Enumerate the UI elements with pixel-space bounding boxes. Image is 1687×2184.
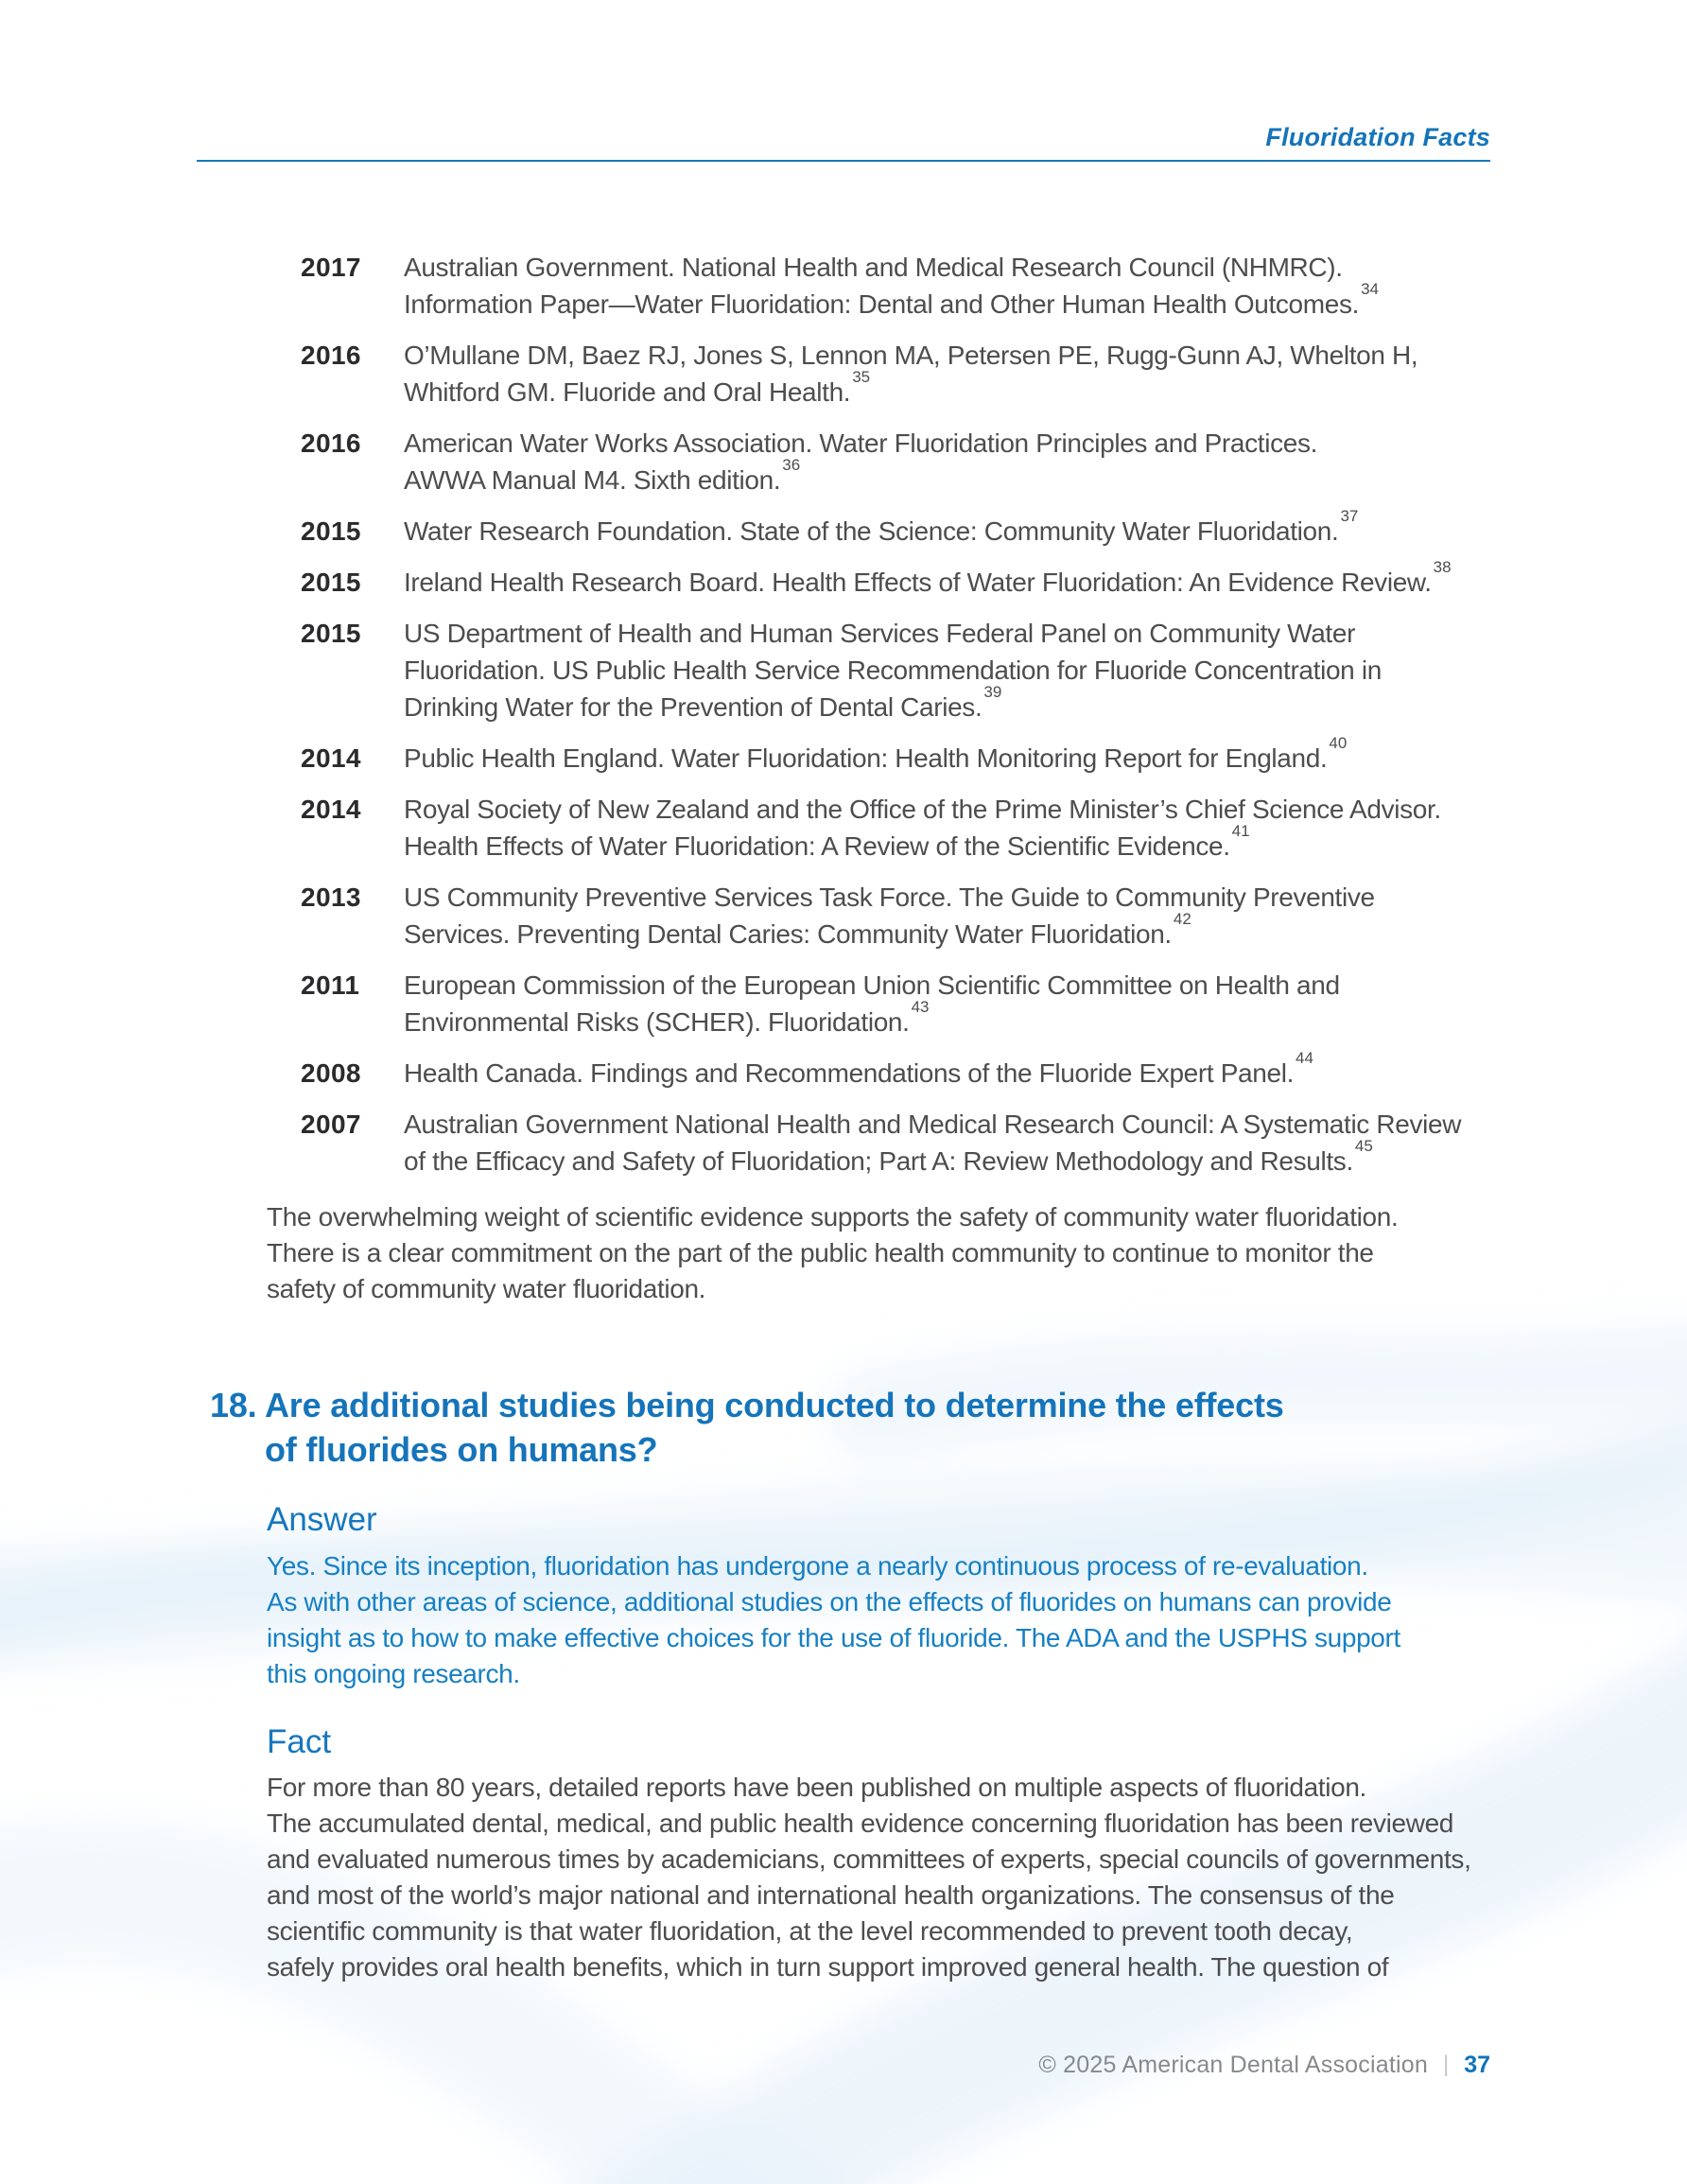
reference-year: 2015 [301,568,361,597]
reference-superscript: 42 [1173,909,1191,928]
fact-paragraph [267,1770,1490,1985]
reference-superscript: 45 [1354,1136,1373,1155]
reference-line: Drinking Water for the Prevention of Dental Caries.$^{39}$ [404,682,1002,722]
reference-line: Australian Government National Health and Medical Research Council: A Systematic Review [404,1109,1462,1139]
reference-entry [301,557,1490,601]
question-line: Are additional studies being conducted to determine the effects [265,1386,1284,1424]
reference-line: Water Research Foundation. State of the Science: Community Water Fluoridation.$^{37}$ [404,506,1359,546]
reference-text [404,791,1441,865]
reference-year: 2008 [301,1058,361,1088]
reference-line: European Commission of the European Union Scientific Committee on Health and [404,970,1340,1000]
reference-line: Whitford GM. Fluoride and Oral Health.$^{35}$ [404,367,871,407]
reference-superscript: 41 [1231,821,1250,840]
reference-text [404,733,1348,777]
reference-text [404,249,1379,323]
reference-line: US Department of Health and Human Services Federal Panel on Community Water [404,619,1356,648]
reference-year: 2015 [301,516,361,546]
header-rule [197,160,1490,162]
reference-entry [301,879,1490,952]
reference-year: 2017 [301,253,361,282]
reference-line: Public Health England. Water Fluoridation: Health Monitoring Report for England.$^{40}$ [404,733,1348,773]
question-heading [197,1383,1490,1472]
reference-entry [301,249,1490,323]
reference-text [404,1048,1313,1092]
reference-line: Health Effects of Water Fluoridation: A Review of the Scientific Evidence.$^{41}$ [404,821,1250,861]
paragraph-line: and evaluated numerous times by academicians, committees of experts, special councils of governments, [267,1844,1471,1874]
reference-line: Environmental Risks (SCHER). Fluoridation.$^{43}$ [404,997,930,1037]
reference-text [404,425,1317,498]
reference-superscript: 44 [1296,1048,1313,1067]
paragraph-line: insight as to how to make effective choices for the use of fluoride. The ADA and the USPHS support [267,1623,1400,1652]
reference-year: 2007 [301,1109,361,1139]
reference-year: 2015 [301,619,361,648]
paragraph-line: scientific community is that water fluoridation, at the level recommended to prevent tooth decay, [267,1916,1353,1946]
reference-year: 2011 [301,970,360,1000]
reference-entry [301,1048,1490,1092]
reference-line: Fluoridation. US Public Health Service Recommendation for Fluoride Concentration in [404,655,1382,685]
reference-text [404,615,1382,725]
reference-year: 2014 [301,743,361,773]
paragraph-line: There is a clear commitment on the part of the public health community to continue to monitor the [267,1238,1374,1267]
reference-text [404,506,1359,550]
reference-superscript: 37 [1340,506,1359,525]
question-line: of fluorides on humans? [265,1430,658,1469]
reference-text [404,1106,1461,1179]
reference-year: 2016 [301,428,361,458]
closing-paragraph [267,1199,1490,1307]
page-footer [1038,2045,1490,2085]
reference-line: AWWA Manual M4. Sixth edition.$^{36}$ [404,455,801,495]
reference-superscript: 38 [1433,557,1452,576]
reference-entry [301,615,1490,725]
reference-line: US Community Preventive Services Task Force. The Guide to Community Preventive [404,882,1375,912]
reference-line: Ireland Health Research Board. Health Effects of Water Fluoridation: An Evidence Review.$^{38}$ [404,557,1452,597]
paragraph-line: and most of the world’s major national and international health organizations. The consensus of the [267,1880,1395,1910]
paragraph-line: The accumulated dental, medical, and public health evidence concerning fluoridation has been reviewed [267,1808,1454,1838]
reference-line: American Water Works Association. Water Fluoridation Principles and Practices. [404,428,1318,458]
reference-text [404,557,1452,601]
reference-superscript: 34 [1361,279,1379,298]
reference-line: Services. Preventing Dental Caries: Community Water Fluoridation.$^{42}$ [404,909,1191,949]
document-title: Fluoridation Facts [1265,123,1490,151]
reference-line: Information Paper—Water Fluoridation: Dental and Other Human Health Outcomes.$^{34}$ [404,279,1379,319]
question-number: 18. [210,1386,257,1424]
paragraph-line: The overwhelming weight of scientific evidence supports the safety of community water fluoridation. [267,1202,1399,1232]
reference-year: 2016 [301,341,361,370]
reference-year: 2013 [301,882,361,912]
answer-heading: Answer [267,1501,377,1538]
reference-list [197,249,1490,1179]
reference-line: Royal Society of New Zealand and the Office of the Prime Minister’s Chief Science Advisor. [404,795,1441,824]
reference-superscript: 36 [782,455,801,474]
paragraph-line: safely provides oral health benefits, which in turn support improved general health. The question of [267,1952,1389,1982]
copyright-text: © 2025 American Dental Association [1038,2052,1428,2078]
reference-entry [301,1106,1490,1179]
reference-entry [301,506,1490,550]
paragraph-line: safety of community water fluoridation. [267,1274,706,1303]
question-text [265,1383,1284,1472]
reference-line: Health Canada. Findings and Recommendations of the Fluoride Expert Panel.$^{44}$ [404,1048,1313,1088]
reference-superscript: 35 [852,367,871,386]
page-content [197,0,1490,2078]
paragraph-line: For more than 80 years, detailed reports have been published on multiple aspects of fluoridation. [267,1773,1366,1802]
reference-superscript: 43 [911,997,930,1016]
reference-entry [301,733,1490,777]
reference-entry [301,967,1490,1040]
paragraph-line: Yes. Since its inception, fluoridation has undergone a nearly continuous process of re-evaluation. [267,1551,1368,1581]
answer-paragraph [267,1548,1490,1692]
reference-line: of the Efficacy and Safety of Fluoridation; Part A: Review Methodology and Results.$^{45}$ [404,1136,1373,1176]
paragraph-line: As with other areas of science, additional studies on the effects of fluorides on humans can provide [267,1587,1392,1616]
reference-superscript: 39 [983,682,1002,701]
paragraph-line: this ongoing research. [267,1659,520,1688]
reference-text [404,967,1340,1040]
reference-line: O’Mullane DM, Baez RJ, Jones S, Lennon MA, Petersen PE, Rugg-Gunn AJ, Whelton H, [404,341,1418,370]
reference-entry [301,337,1490,411]
reference-superscript: 40 [1329,733,1348,752]
reference-year: 2014 [301,795,361,824]
fact-heading: Fact [267,1723,332,1760]
reference-text [404,337,1417,411]
reference-entry [301,791,1490,865]
page-number: 37 [1464,2052,1490,2078]
footer-divider: | [1442,2052,1450,2077]
reference-text [404,879,1375,952]
reference-entry [301,425,1490,498]
reference-line: Australian Government. National Health and Medical Research Council (NHMRC). [404,253,1343,282]
